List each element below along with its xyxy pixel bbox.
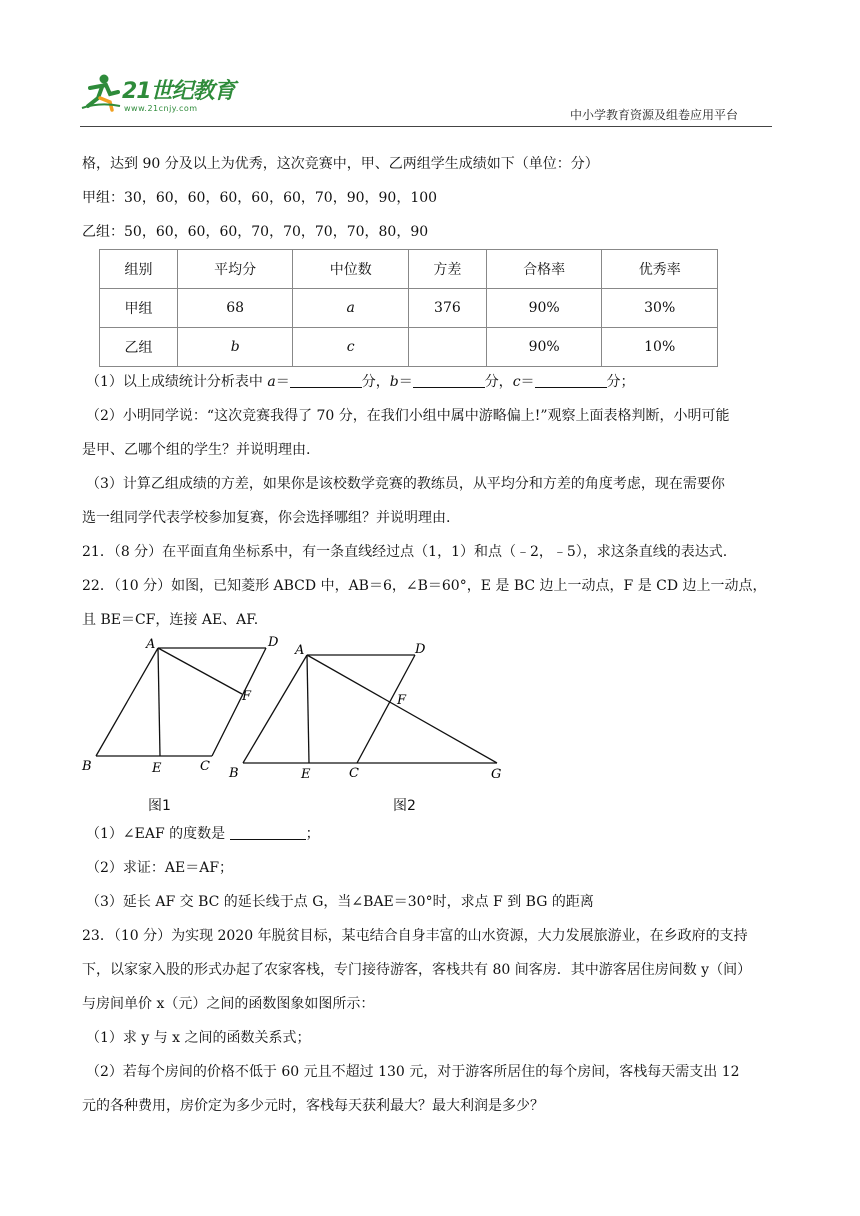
q20-part3-line1: （3）计算乙组成绩的方差，如果你是该校数学竞赛的教练员，从平均分和方差的角度考虑，现在需要你 [86, 476, 725, 492]
edge-dc [357, 655, 415, 763]
table-cell: 乙组 [100, 328, 178, 367]
q23-part2-line2: 元的各种费用，房价定为多少元时，客栈每天获利最大？最大利润是多少？ [82, 1098, 544, 1114]
label-c: C [200, 759, 210, 774]
q20-intro: 格，达到 90 分及以上为优秀，这次竞赛中，甲、乙两组学生成绩如下（单位：分） [82, 156, 599, 172]
logo-url: www.21cnjy.com [124, 104, 198, 113]
q22-line1: 22．（10 分）如图，已知菱形 ABCD 中，AB＝6，∠B＝60°，E 是 BC 边上一动点，F 是 CD 边上一动点， [82, 578, 767, 594]
label-a: A [146, 637, 156, 652]
q22-part1-end: ； [305, 826, 320, 842]
var-b: b [389, 374, 399, 390]
table-cell: 90% [486, 328, 602, 367]
logo-text: 21世纪教育 [122, 79, 235, 104]
table-cell [408, 328, 486, 367]
segment-ae [307, 655, 309, 763]
answer-blank-b[interactable] [413, 373, 485, 388]
var-c: c [512, 374, 521, 390]
score-table [99, 249, 718, 367]
q22-part3: （3）延长 AF 交 BC 的延长线于点 G，当∠BAE＝30°时，求点 F 到 BG 的距离 [86, 894, 594, 910]
answer-blank-angle[interactable] [230, 825, 306, 840]
table-cell: 68 [177, 289, 293, 328]
label-g: G [491, 767, 502, 782]
q22-line2: 且 BE＝CF，连接 AE、AF. [82, 612, 259, 628]
label-f: F [242, 689, 252, 704]
table-header-cell: 方差 [408, 250, 486, 289]
equals-sign: ＝ [398, 374, 413, 390]
unit-text: 分， [484, 374, 513, 390]
q20-group-a-scores: 甲组：30，60，60，60，60，60，70，90，90，100 [82, 190, 438, 206]
q20-part1 [86, 372, 635, 392]
platform-title: 中小学教育资源及组卷应用平台 [569, 108, 738, 122]
table-cell: 甲组 [100, 289, 178, 328]
segment-ae [158, 648, 160, 756]
label-b: B [82, 759, 92, 774]
figure-2 [225, 632, 515, 782]
equals-sign: ＝ [520, 374, 535, 390]
table-row [100, 289, 718, 328]
unit-text: 分； [606, 374, 635, 390]
q20-part2-line2: 是甲、乙哪个组的学生？并说明理由. [82, 442, 311, 458]
table-header-cell: 平均分 [177, 250, 293, 289]
table-cell: 376 [408, 289, 486, 328]
edge-ba [96, 648, 158, 756]
logo [80, 70, 250, 120]
table-header-row [100, 250, 718, 289]
var-a: a [267, 374, 276, 390]
table-cell: b [177, 328, 293, 367]
table-cell: 30% [602, 289, 718, 328]
header-divider [80, 126, 772, 127]
table-cell: a [293, 289, 409, 328]
q23-line2: 下，以家家入股的形式办起了农家客栈，专门接待游客，客栈共有 80 间客房．其中游客居住房间数 y（间） [82, 962, 752, 978]
unit-text: 分， [361, 374, 390, 390]
equals-sign: ＝ [275, 374, 290, 390]
table-header-cell: 组别 [100, 250, 178, 289]
label-d: D [415, 642, 426, 657]
q23-part1: （1）求 y 与 x 之间的函数关系式； [86, 1030, 311, 1046]
q22-part2: （2）求证：AE＝AF； [86, 860, 234, 876]
table-header-cell: 优秀率 [602, 250, 718, 289]
table-row [100, 328, 718, 367]
q21-text: 21．（8 分）在平面直角坐标系中，有一条直线经过点（1，1）和点（﹣2，﹣5），求这条直线的表达式. [82, 544, 728, 560]
label-a: A [295, 643, 305, 658]
figure-1-caption: 图1 [148, 798, 171, 814]
answer-blank-a[interactable] [290, 373, 362, 388]
q23-part2-line1: （2）若每个房间的价格不低于 60 元且不超过 130 元，对于游客所居住的每个房间，客栈每天需支出 12 [86, 1064, 740, 1080]
edge-ba [243, 655, 307, 763]
label-e: E [301, 767, 311, 782]
q22-part1 [86, 824, 320, 844]
segment-ag [307, 655, 497, 763]
table-cell: c [293, 328, 409, 367]
answer-blank-c[interactable] [535, 373, 607, 388]
label-d: D [268, 635, 279, 650]
table-header-cell: 中位数 [293, 250, 409, 289]
q20-part2-line1: （2）小明同学说：“这次竞赛我得了 70 分，在我们小组中属中游略偏上!”观察上面表格判断，小明可能 [86, 408, 730, 424]
page-header [80, 70, 772, 128]
label-e: E [152, 761, 162, 776]
q23-line3: 与房间单价 x（元）之间的函数图象如图所示： [82, 996, 375, 1012]
q20-part1-prefix: （1）以上成绩统计分析表中 [86, 374, 268, 390]
runner-logo-icon [80, 72, 124, 112]
q20-part3-line2: 选一组同学代表学校参加复赛，你会选择哪组？并说明理由. [82, 510, 451, 526]
label-c: C [349, 766, 359, 781]
q23-line1: 23．（10 分）为实现 2020 年脱贫目标，某屯结合自身丰富的山水资源，大力发展旅游业，在乡政府的支持 [82, 928, 748, 944]
table-header-cell: 合格率 [486, 250, 602, 289]
table-cell: 90% [486, 289, 602, 328]
figure-2-caption: 图2 [393, 798, 416, 814]
label-b: B [229, 766, 239, 781]
q20-group-b-scores: 乙组：50，60，60，60，70，70，70，70，80，90 [82, 224, 429, 240]
label-f: F [397, 693, 407, 708]
q22-part1-text: （1）∠EAF 的度数是 [86, 826, 230, 842]
table-cell: 10% [602, 328, 718, 367]
